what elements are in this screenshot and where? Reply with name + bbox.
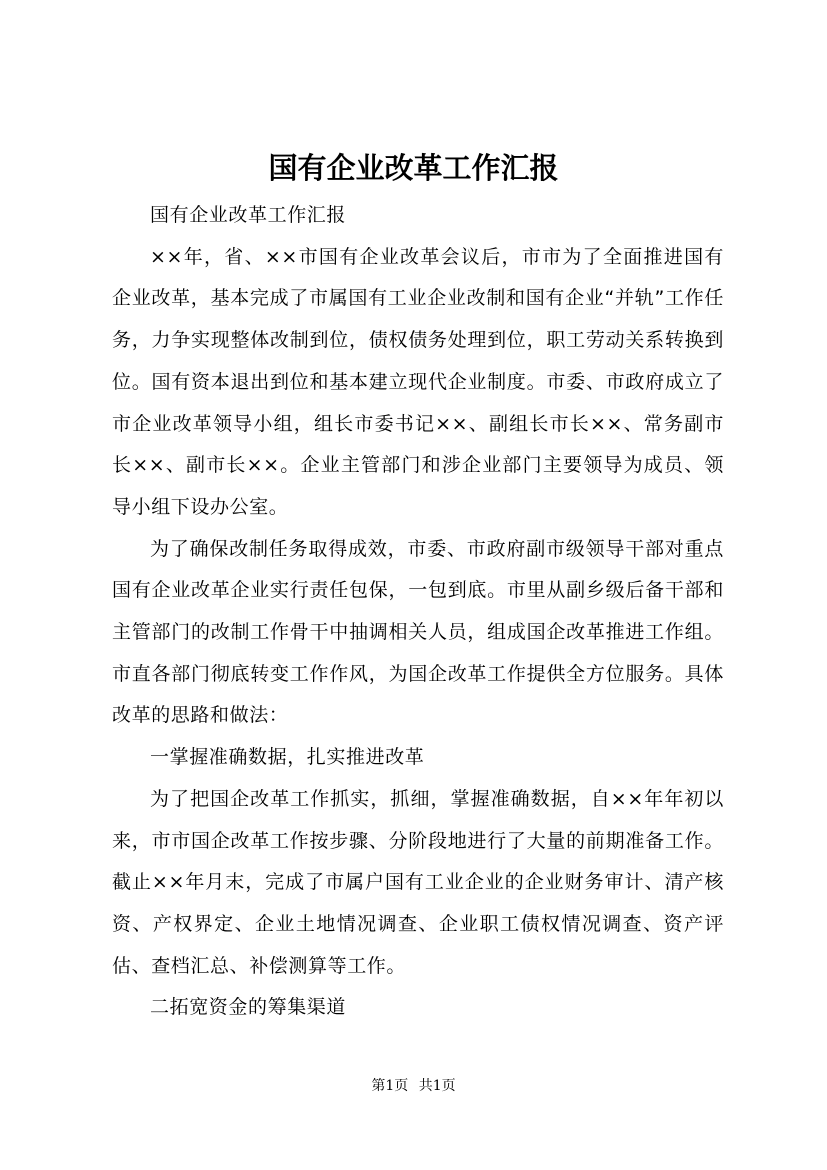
paragraph-data-preparation: 为了把国企改革工作抓实，抓细，掌握准确数据，自××年年初以来，市市国企改革工作按步骤、分阶段地进行了大量的前期准备工作。截止××年月末，完成了市属户国有工业企业的企业财务审计、清产核资、产权界定、企业土地情况调查、企业职工债权情况调查、资产评估、查档汇总、补偿测算等工作。 — [112, 787, 724, 977]
section-heading-1: 一掌握准确数据，扎实推进改革 — [150, 746, 425, 769]
page-total: 共1页 — [418, 1078, 456, 1094]
document-title: 国有企业改革工作汇报 — [268, 151, 559, 185]
page-footer — [0, 1076, 827, 1096]
document-body — [112, 195, 724, 1029]
paragraph-subtitle: 国有企业改革工作汇报 — [150, 204, 347, 226]
page-number: 第1页 — [371, 1078, 409, 1094]
paragraph-intro: ××年，省、××市国有企业改革会议后，市市为了全面推进国有企业改革，基本完成了市属国有工业企业改制和国有企业“并轨”工作任务，力争实现整体改制到位，债权债务处理到位，职工劳动关系转换到位。国有资本退出到位和基本建立现代企业制度。市委、市政府成立了市企业改革领导小组，组长市委书记××、副组长市长××、常务副市长××、副市长××。企业主管部门和涉企业部门主要领导为成员、领导小组下设办公室。 — [112, 245, 724, 518]
paragraph-responsibility: 为了确保改制任务取得成效，市委、市政府副市级领导干部对重点国有企业改革企业实行责任包保，一包到底。市里从副乡级后备干部和主管部门的改制工作骨干中抽调相关人员，组成国企改革推进工作组。市直各部门彻底转变工作作风，为国企改革工作提供全方位服务。具体改革的思路和做法： — [112, 537, 724, 727]
section-heading-2: 二拓宽资金的筹集渠道 — [150, 996, 347, 1019]
